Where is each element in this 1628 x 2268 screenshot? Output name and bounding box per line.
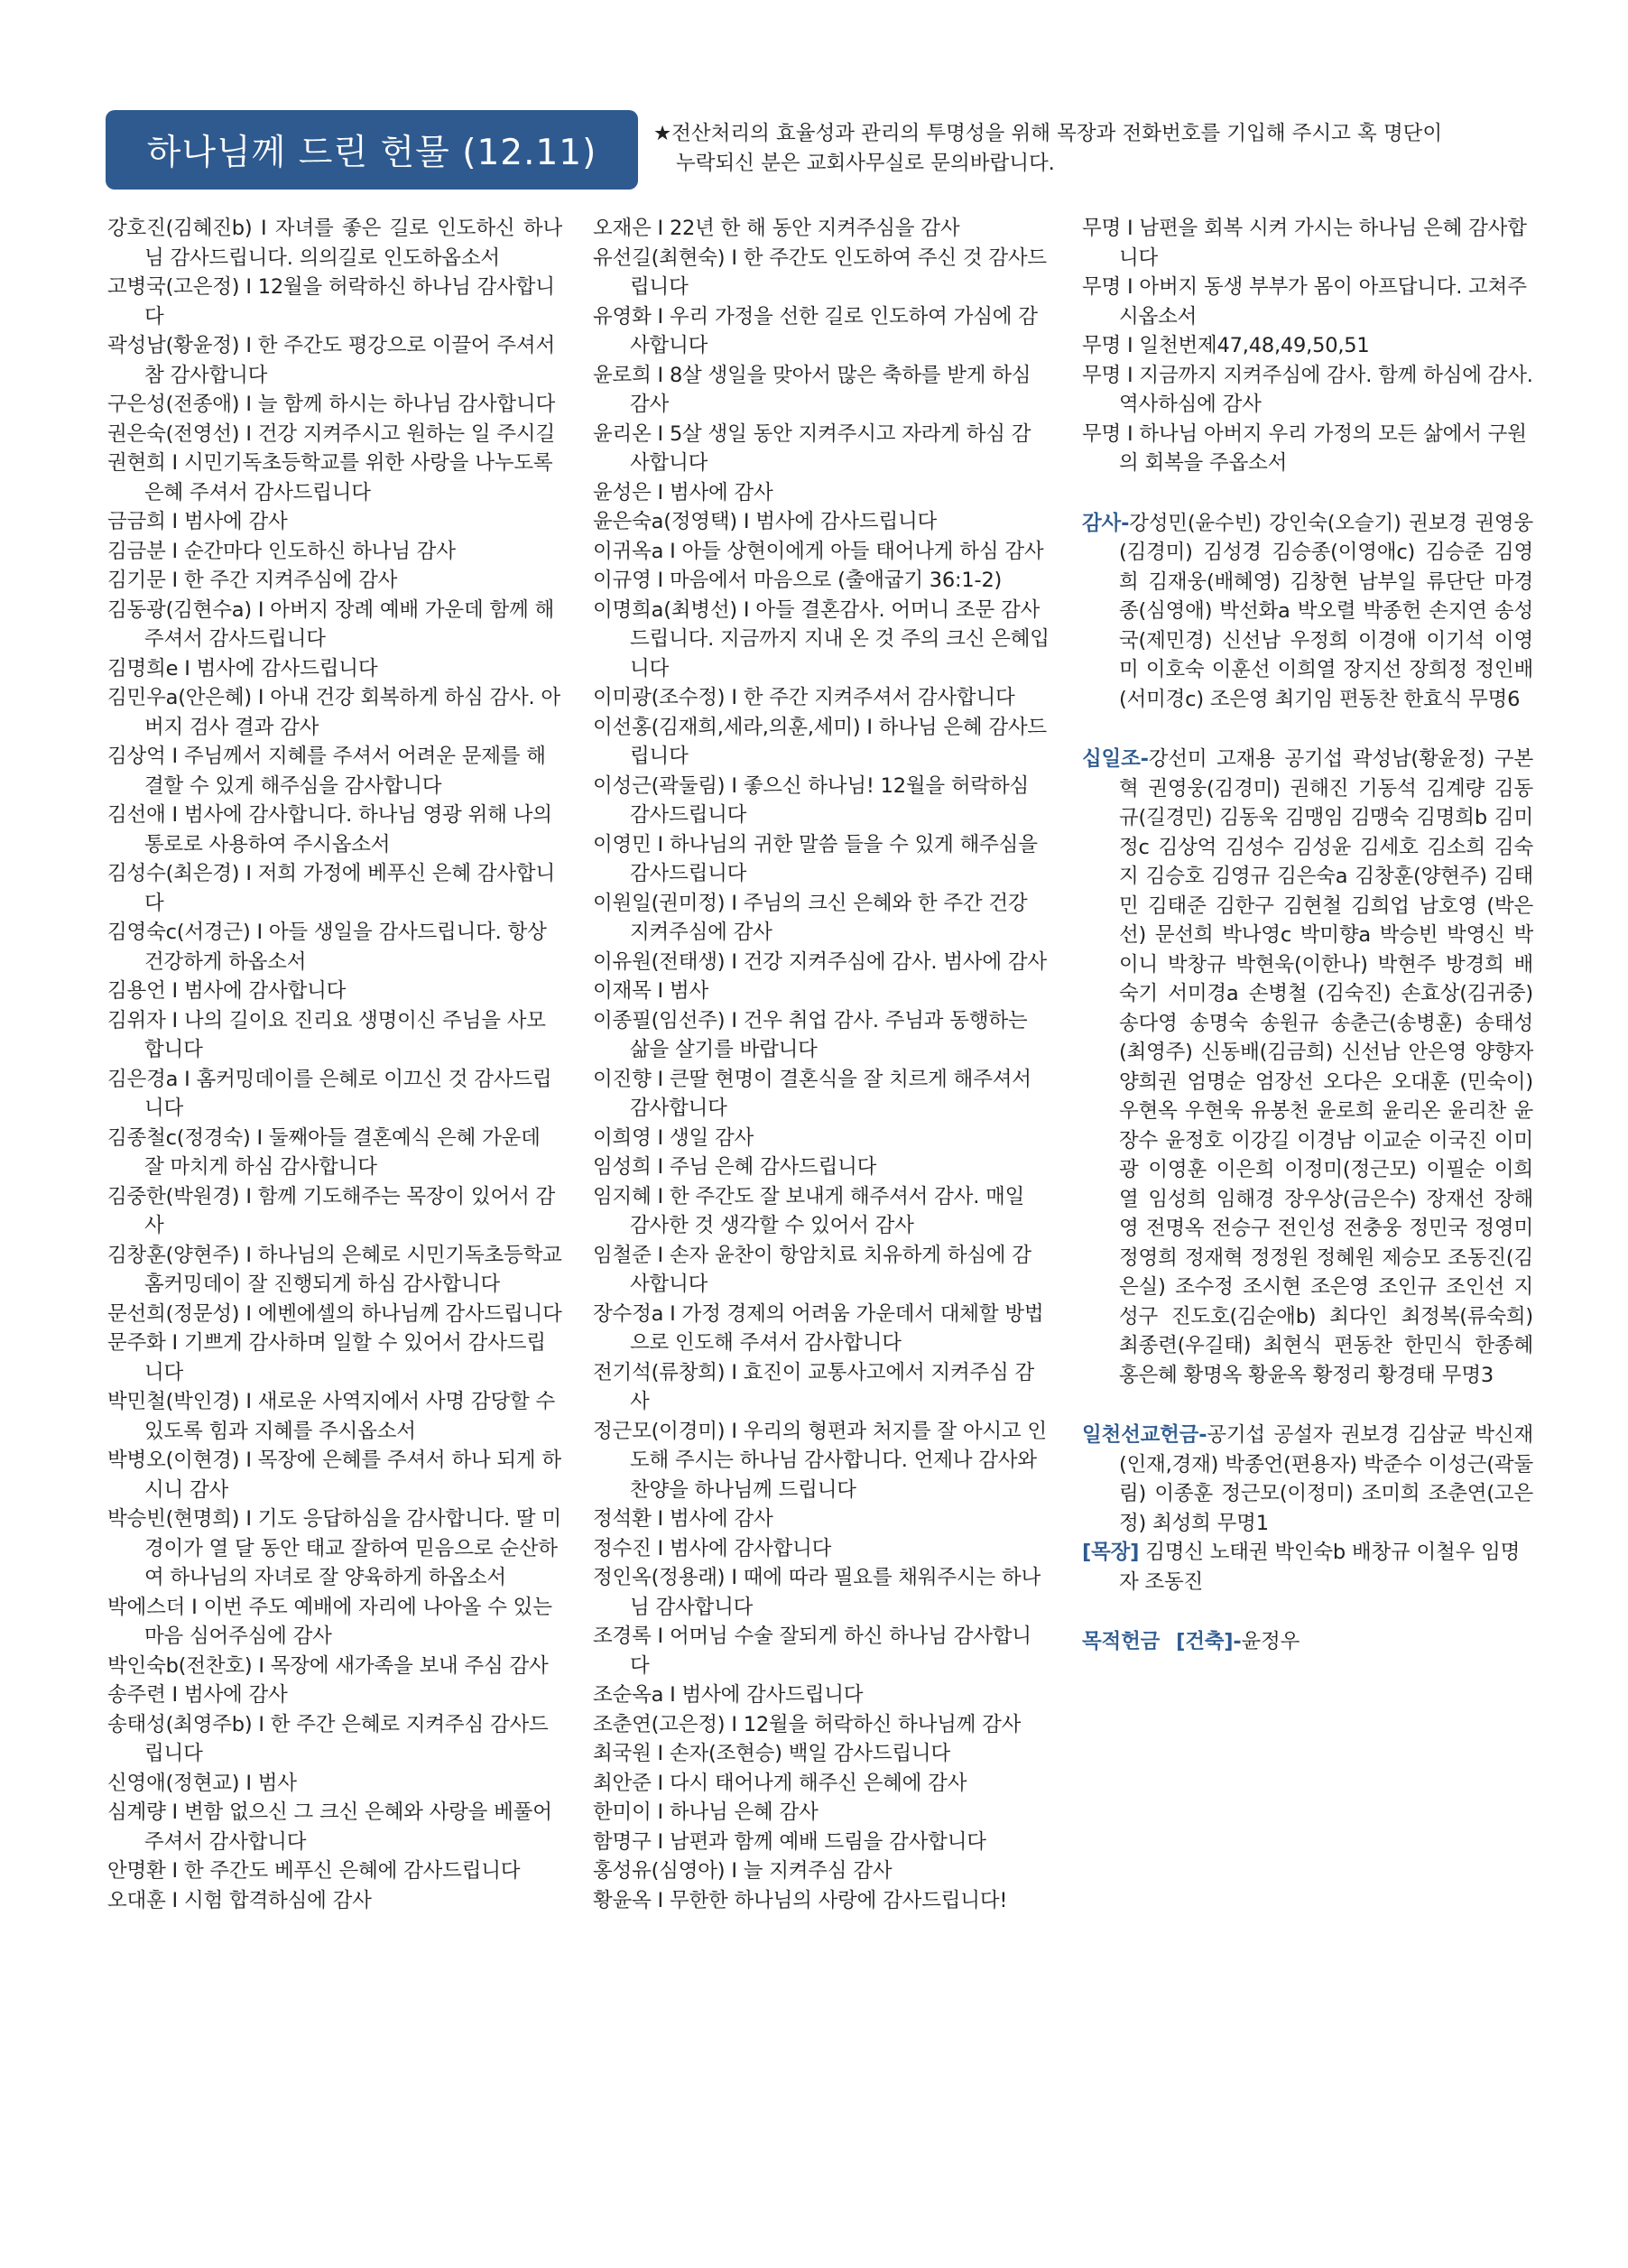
offering-entry: 무명 I 아버지 동생 부부가 몸이 아프답니다. 고쳐주시옵소서 bbox=[1082, 275, 1527, 329]
offering-entry: 한미이 I 하나님 은혜 감사 bbox=[593, 1801, 819, 1824]
offering-entry: 전기석(류창희) I 효진이 교통사고에서 지켜주심 감사 bbox=[593, 1360, 1035, 1413]
offering-entry: 송태성(최영주b) I 한 주간 은혜로 지켜주심 감사드립니다 bbox=[107, 1712, 549, 1765]
spacer bbox=[1082, 1390, 1533, 1421]
offering-entry: 정근모(이경미) I 우리의 형편과 처지를 잘 아시고 인도해 주시는 하나님 감사합니다. 언제나 감사와 찬양을 하나님께 드립니다 bbox=[593, 1419, 1047, 1502]
offering-entry: 윤은숙a(정영택) I 범사에 감사드립니다 bbox=[593, 510, 938, 533]
mokjang-offering-names: 김명신 노태권 박인숙b 배창규 이철우 임명자 조동진 bbox=[1119, 1541, 1521, 1594]
offering-entry: 권현희 I 시민기독초등학교를 위한 사랑을 나누도록 은혜 주셔서 감사드립니다 bbox=[107, 451, 553, 505]
offering-entry: 무명 I 지금까지 지켜주심에 감사. 함께 하심에 감사. 역사하심에 감사 bbox=[1082, 363, 1533, 416]
offering-entry: 무명 I 하나님 아버지 우리 가정의 모든 삶에서 구원의 회복을 주옵소서 bbox=[1082, 421, 1527, 475]
offering-entry: 이진향 I 큰딸 현명이 결혼식을 잘 치르게 해주셔서 감사합니다 bbox=[593, 1067, 1031, 1120]
offering-entry: 황윤옥 I 무한한 하나님의 사랑에 감사드립니다! bbox=[593, 1888, 1008, 1912]
mission-offering-title: 일천선교헌금- bbox=[1082, 1423, 1207, 1447]
offering-entry: 심계량 I 변함 없으신 그 크신 은혜와 사랑을 베풀어 주셔서 감사합니다 bbox=[107, 1801, 552, 1854]
notice bbox=[653, 119, 1556, 179]
offering-entry: 유선길(최현숙) I 한 주간도 인도하여 주신 것 감사드립니다 bbox=[593, 245, 1047, 299]
offering-entry: 김중한(박원경) I 함께 기도해주는 목장이 있어서 감사 bbox=[107, 1184, 556, 1237]
building-offering-title: [건축]- bbox=[1176, 1630, 1242, 1653]
offering-entry: 김동광(김현수a) I 아버지 장례 예배 가운데 함께 해주셔서 감사드립니다 bbox=[107, 597, 555, 651]
offering-entry: 정수진 I 범사에 감사합니다 bbox=[593, 1536, 832, 1560]
offering-entry: 권은숙(전영선) I 건강 지켜주시고 원하는 일 주시길 bbox=[107, 421, 556, 446]
offering-entry: 이유원(전태생) I 건강 지켜주심에 감사. 범사에 감사 bbox=[593, 949, 1047, 974]
offering-entry: 김영숙c(서경근) I 아들 생일을 감사드립니다. 항상 건강하게 하옵소서 bbox=[107, 921, 547, 974]
offering-entry: 김성수(최은경) I 저희 가정에 베푸신 은혜 감사합니다 bbox=[107, 862, 556, 915]
offering-entry: 김은경a I 홈커밍데이를 은혜로 이끄신 것 감사드립니다 bbox=[107, 1067, 552, 1120]
offering-entry: 김용언 I 범사에 감사합니다 bbox=[107, 979, 347, 1003]
offering-entry: 송주련 I 범사에 감사 bbox=[107, 1683, 288, 1707]
offering-entry: 조순옥a I 범사에 감사드립니다 bbox=[593, 1683, 864, 1707]
offering-entry: 안명환 I 한 주간도 베푸신 은혜에 감사드립니다 bbox=[107, 1859, 521, 1883]
offering-entry: 김선애 I 범사에 감사합니다. 하나님 영광 위해 나의 통로로 사용하여 주시옵소서 bbox=[107, 803, 552, 856]
offering-entry: 박에스더 I 이번 주도 예배에 자리에 나아올 수 있는 마음 심어주심에 감사 bbox=[107, 1595, 552, 1648]
thanks-offering-section bbox=[1082, 509, 1533, 715]
tithe-title: 십일조- bbox=[1082, 747, 1149, 771]
offering-entry: 최국원 I 손자(조현승) 백일 감사드립니다 bbox=[593, 1742, 950, 1765]
purpose-offering-title: 목적헌금 bbox=[1082, 1630, 1161, 1653]
offering-entry: 이명희a(최병선) I 아들 결혼감사. 어머니 조문 감사드립니다. 지금까지 지내 온 것 주의 크신 은혜입니다 bbox=[593, 597, 1050, 680]
offering-entry: 문선희(정문성) I 에벤에셀의 하나님께 감사드립니다 bbox=[107, 1301, 562, 1326]
offering-entry: 김종철c(정경숙) I 둘째아들 결혼예식 은혜 가운데 잘 마치게 하심 감사합니다 bbox=[107, 1125, 541, 1179]
offering-entry: 정인옥(정용래) I 때에 따라 필요를 채워주시는 하나님 감사합니다 bbox=[593, 1566, 1041, 1619]
mokjang-offering-title: [목장] bbox=[1082, 1541, 1140, 1564]
notice-line-2: 누락되신 분은 교회사무실로 문의바랍니다. bbox=[676, 152, 1055, 175]
offering-entry: 최안준 I 다시 태어나게 해주신 은혜에 감사 bbox=[593, 1771, 967, 1795]
offering-entry: 이선홍(김재희,세라,의훈,세미) I 하나님 은혜 감사드립니다 bbox=[593, 715, 1047, 768]
offering-entry: 이성근(곽둘림) I 좋으신 하나님! 12월을 허락하심 감사드립니다 bbox=[593, 773, 1030, 827]
offering-entry: 박병오(이현경) I 목장에 은혜를 주셔서 하나 되게 하시니 감사 bbox=[107, 1449, 561, 1502]
offering-entry: 이귀옥a I 아들 상현이에게 아들 태어나게 하심 감사 bbox=[593, 539, 1044, 563]
offering-entry: 무명 I 남편을 회복 시켜 가시는 하나님 은혜 감사합니다 bbox=[1082, 217, 1527, 270]
offering-entry: 오대훈 I 시험 합격하심에 감사 bbox=[107, 1888, 372, 1912]
mokjang-offering-section bbox=[1082, 1538, 1533, 1597]
offering-entry: 임철준 I 손자 윤찬이 항암치료 치유하게 하심에 감사합니다 bbox=[593, 1243, 1031, 1296]
offering-entry: 김상억 I 주님께서 지혜를 주셔서 어려운 문제를 해결할 수 있게 해주심을 감사합니다 bbox=[107, 745, 546, 798]
offering-entry: 김금분 I 순간마다 인도하신 하나님 감사 bbox=[107, 539, 456, 563]
offering-column-3 bbox=[1082, 214, 1533, 1657]
offering-entry: 홍성유(심영아) I 늘 지켜주심 감사 bbox=[593, 1859, 893, 1883]
thanks-offering-title: 감사- bbox=[1082, 511, 1130, 535]
offering-entry: 박승빈(현명희) I 기도 응답하심을 감사합니다. 딸 미경이가 열 달 동안 태교 잘하여 믿음으로 순산하여 하나님의 자녀로 잘 양육하게 하옵소서 bbox=[107, 1507, 561, 1589]
mission-offering-section bbox=[1082, 1421, 1533, 1538]
offering-entry: 윤리온 I 5살 생일 동안 지켜주시고 자라게 하심 감사합니다 bbox=[593, 421, 1031, 475]
purpose-offering-section bbox=[1082, 1627, 1533, 1657]
offering-entry: 금금희 I 범사에 감사 bbox=[107, 510, 288, 533]
offering-entry: 김기문 I 한 주간 지켜주심에 감사 bbox=[107, 569, 398, 592]
tithe-section bbox=[1082, 745, 1533, 1390]
offering-entry: 무명 I 일천번제47,48,49,50,51 bbox=[1082, 334, 1370, 357]
offering-entry: 조춘연(고은정) I 12월을 허락하신 하나님께 감사 bbox=[593, 1712, 1022, 1736]
notice-line-1: ★전산처리의 효율성과 관리의 투명성을 위해 목장과 전화번호를 기입해 주시고 혹 명단이 bbox=[653, 122, 1443, 145]
offering-entry: 김민우a(안은혜) I 아내 건강 회복하게 하심 감사. 아버지 검사 결과 감사 bbox=[107, 686, 560, 739]
purpose-offering-names: 윤정우 bbox=[1241, 1630, 1300, 1653]
offering-entry: 이원일(권미정) I 주님의 크신 은혜와 한 주간 건강 지켜주심에 감사 bbox=[593, 891, 1028, 944]
offering-column-1 bbox=[107, 214, 562, 1915]
spacer bbox=[1082, 1597, 1533, 1627]
offering-entry: 이희영 I 생일 감사 bbox=[593, 1125, 754, 1150]
offering-entry: 장수정a I 가정 경제의 어려움 가운데서 대체할 방법으로 인도해 주셔서 감사합니다 bbox=[593, 1301, 1044, 1355]
offering-entry: 이영민 I 하나님의 귀한 말씀 들을 수 있게 해주심을 감사드립니다 bbox=[593, 832, 1038, 885]
offering-entry: 박민철(박인경) I 새로운 사역지에서 사명 감당할 수 있도록 힘과 지혜를 주시옵소서 bbox=[107, 1390, 556, 1443]
offering-entry: 윤로희 I 8살 생일을 맞아서 많은 축하를 받게 하심 감사 bbox=[593, 363, 1031, 416]
mission-offering-names: 공기섭 공설자 권보경 김삼균 박신재(인재,경재) 박종언(편용자) 박준수 이성근(곽둘림) 이종훈 정근모(이정미) 조미희 조춘연(고은정) 최성희 무명1 bbox=[1119, 1423, 1533, 1535]
offering-entry: 오재은 I 22년 한 해 동안 지켜주심을 감사 bbox=[593, 217, 960, 240]
offering-entry: 임성희 I 주님 은혜 감사드립니다 bbox=[593, 1155, 877, 1179]
offering-column-2 bbox=[593, 214, 1050, 1915]
offering-entry: 임지혜 I 한 주간도 잘 보내게 해주셔서 감사. 매일 감사한 것 생각할 수 있어서 감사 bbox=[593, 1184, 1025, 1237]
offering-entry: 유영화 I 우리 가정을 선한 길로 인도하여 가심에 감사합니다 bbox=[593, 304, 1038, 357]
offering-entry: 정석환 I 범사에 감사 bbox=[593, 1507, 773, 1531]
offering-entry: 김창훈(양현주) I 하나님의 은혜로 시민기독초등학교 홈커밍데이 잘 진행되게 하심 감사합니다 bbox=[107, 1243, 562, 1296]
offering-entry: 문주화 I 기쁘게 감사하며 일할 수 있어서 감사드립니다 bbox=[107, 1331, 546, 1384]
offering-entry: 윤성은 I 범사에 감사 bbox=[593, 480, 773, 505]
thanks-offering-names: 강성민(윤수빈) 강인숙(오슬기) 권보경 권영웅(김경미) 김성경 김승종(이영애c) 김승준 김영희 김재웅(배혜영) 김창현 남부일 류단단 마경종(심영애) 박선화a 박오렬 박종헌 손지연 송성국(제민경) 신선남 우정희 이경애 이기석 이영미 이호숙 이훈선 이희열 장지선 장희정 정인배(서미경c) 조은영 최기임 편동찬 한효식 무명6 bbox=[1119, 511, 1533, 711]
offering-entry: 강호진(김혜진b) I 자녀를 좋은 길로 인도하신 하나님 감사드립니다. 의의길로 인도하옵소서 bbox=[107, 217, 562, 270]
offering-entry: 곽성남(황윤정) I 한 주간도 평강으로 이끌어 주셔서 참 감사합니다 bbox=[107, 334, 556, 387]
offering-entry: 고병국(고은정) I 12월을 허락하신 하나님 감사합니다 bbox=[107, 275, 555, 329]
offering-entry: 박인숙b(전찬호) I 목장에 새가족을 보내 주심 감사 bbox=[107, 1653, 549, 1678]
offering-entry: 김명희e I 범사에 감사드립니다 bbox=[107, 656, 378, 680]
offering-entry: 김위자 I 나의 길이요 진리요 생명이신 주님을 사모합니다 bbox=[107, 1008, 546, 1061]
spacer bbox=[1082, 714, 1533, 745]
offering-entry: 이규영 I 마음에서 마음으로 (출애굽기 36:1-2) bbox=[593, 569, 1003, 592]
offering-entry: 함명구 I 남편과 함께 예배 드림을 감사합니다 bbox=[593, 1829, 986, 1854]
offering-entry: 신영애(정현교) I 범사 bbox=[107, 1771, 297, 1795]
offering-entry: 이종필(임선주) I 건우 취업 감사. 주님과 동행하는 삶을 살기를 바랍니다 bbox=[593, 1008, 1028, 1061]
offering-entry: 이재목 I 범사 bbox=[593, 979, 709, 1003]
offering-entry: 구은성(전종애) I 늘 함께 하시는 하나님 감사합니다 bbox=[107, 393, 556, 416]
spacer bbox=[1082, 478, 1533, 509]
tithe-names: 강선미 고재용 공기섭 곽성남(황윤정) 구본혁 권영웅(김경미) 권해진 기동석 김계량 김동규(길경민) 김동욱 김맹임 김맹숙 김명희b 김미정c 김상억 김성수 김성윤 김세호 김소희 김숙지 김승호 김영규 김은숙a 김창훈(양현주) 김태민 김태준 김한구 김현철 김희업 남호영 (박은선) 문선희 박나영c 박미향a 박승빈 박영신 박이니 박창규 박현욱(이한나) 박현주 방경희 배숙기 서미경a 손병철 (김숙진) 손효상(김귀중) 송다영 송명숙 송원규 송춘근(송병훈) 송태성(최영주) 신동배(김금희) 신선남 안은영 양향자 양희권 엄명순 엄장선 오다은 오대훈 (민숙이) 우현옥 우현욱 유봉천 윤로희 윤리온 윤리찬 윤장수 윤정호 이강길 이경남 이교순 이국진 이미광 이영훈 이은희 이정미(정근모) 이필순 이희열 임성희 임해경 장우상(금은수) 장재선 장해영 전명옥 전승구 전인성 전충웅 정민국 정영미 정영희 정재혁 정정원 정혜원 제승모 조동진(김은실) 조수정 조시현 조은영 조인규 조인선 지성구 진도호(김순애b) 최다인 최정복(류숙희) 최종련(우길태) 최현식 편동찬 한민식 한종혜 홍은혜 황명옥 황윤옥 황정리 황경태 무명3 bbox=[1119, 747, 1533, 1387]
page-title: 하나님께 드린 헌물 (12.11) bbox=[106, 110, 638, 190]
offering-entry: 이미광(조수정) I 한 주간 지켜주셔서 감사합니다 bbox=[593, 686, 1015, 709]
offering-entry: 조경록 I 어머님 수술 잘되게 하신 하나님 감사합니다 bbox=[593, 1625, 1031, 1678]
